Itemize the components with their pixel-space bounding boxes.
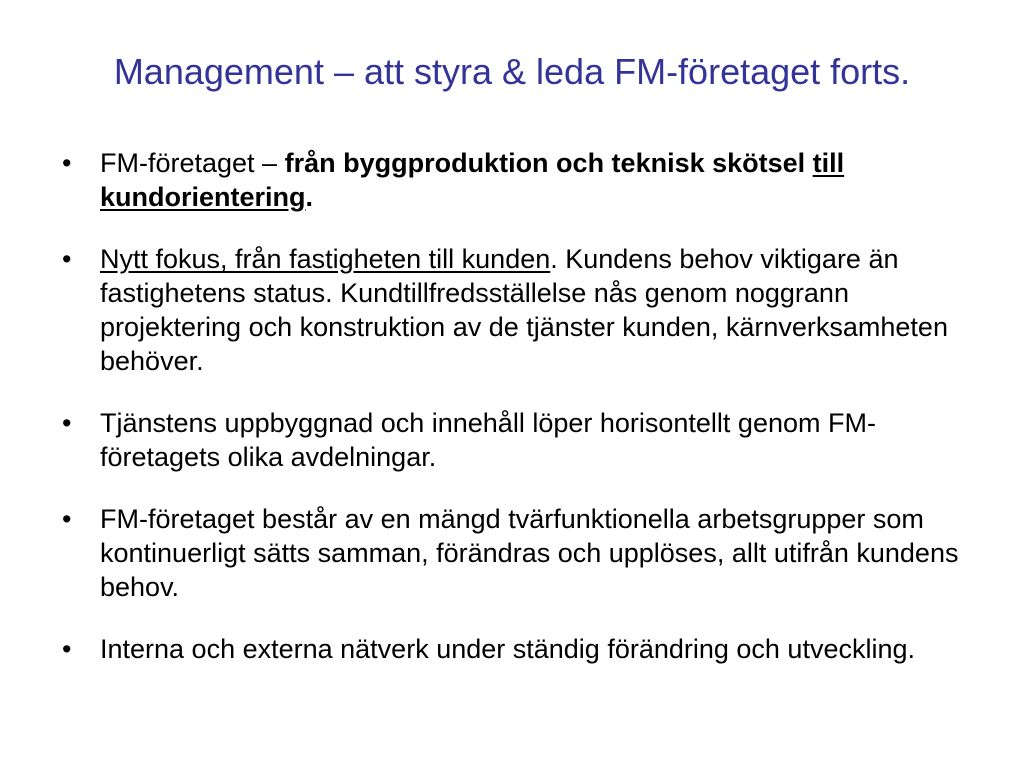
bullet-4-text: FM-företaget består av en mängd tvärfunktionella arbetsgrupper som kontinuerligt sätts samman, förändras och upplöses, allt utifrån kundens behov. xyxy=(100,504,959,602)
bullet-item-3 xyxy=(62,406,972,474)
bullet-1-underlined-text: till kundorientering xyxy=(100,148,845,212)
bullet-dot-icon: • xyxy=(62,244,72,274)
bullet-dot-icon: • xyxy=(62,504,72,534)
bullet-item-5 xyxy=(62,632,972,666)
bullet-2-text: . Kundens behov viktigare än fastighetens status. Kundtillfredsställelse nås genom noggrann projektering och konstruktion av de tjänster kunden, kärnverksamheten behöver. xyxy=(100,244,948,376)
bullet-dot-icon: • xyxy=(62,408,72,438)
bullet-1-period: . xyxy=(305,182,314,212)
slide-title: Management – att styra & leda FM-företaget forts. xyxy=(113,51,911,92)
bullet-dot-icon: • xyxy=(62,634,72,664)
bullet-item-2 xyxy=(62,242,972,378)
bullet-1-text: FM-företaget – xyxy=(100,148,285,178)
bullet-1-bold-text: från byggproduktion och teknisk skötsel xyxy=(284,148,813,178)
bullet-2-underlined-text: Nytt fokus, från fastigheten till kunden xyxy=(100,244,551,274)
bullet-5-text: Interna och externa nätverk under ständig förändring och utveckling. xyxy=(100,634,915,664)
bullet-3-text: Tjänstens uppbyggnad och innehåll löper horisontellt genom FM-företagets olika avdelningar. xyxy=(100,408,876,472)
bullet-item-1 xyxy=(62,146,972,214)
bullet-dot-icon: • xyxy=(62,148,72,178)
bullet-item-4 xyxy=(62,502,972,604)
bullet-list xyxy=(62,146,972,694)
